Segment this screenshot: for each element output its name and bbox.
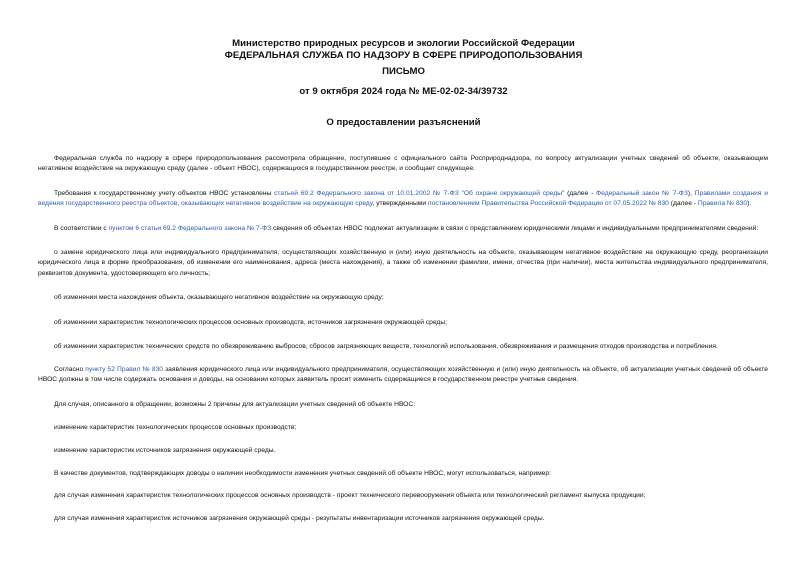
link-article-69-2[interactable]: статьей 69.2 Федерального закона от 10.01.2002 № 7-ФЗ "Об охране окружающей среды" (274, 189, 565, 197)
text: (далее - (668, 200, 698, 208)
text: ), (687, 189, 695, 197)
letter-header (0, 38, 807, 62)
text: Согласно (54, 365, 86, 373)
doc-subject: О предоставлении разъяснений (326, 117, 481, 128)
list-item-processes: об изменении характеристик технологических процессов основных производств, источников загрязнения окружающей среды; (54, 318, 447, 326)
list-item-technical-means: об изменении характеристик технических средств по обезвреживанию выбросов, сбросов загрязняющих веществ, технологий использования, обезвреживания и размещения отходов производства и потребления. (54, 343, 718, 351)
link-clause-6-article-69-2[interactable]: пунктом 6 статьи 69.2 Федерального закона № 7-ФЗ (108, 224, 272, 232)
text: В соответствии с (54, 224, 109, 232)
text: сведения об объектах НВОС подлежат актуализации в связи с представлением юридическими лицами и индивидуальными предпринимателями сведений: (271, 224, 759, 232)
ministry-name: Министерство природных ресурсов и экологии Российской Федерации (232, 38, 575, 49)
text: заявления юридического лица или индивидуального предпринимателя, осуществляющих хозяйственную и (или) иную деятельность на объекте, об актуализации учетных сведений об объекте НВОС должны в том числе содержать основания и доводы, на основании которых заявитель просит изменить содержащиеся в государственном реестре учетные сведения. (38, 365, 769, 384)
list-item-doc-processes: для случая изменения характеристик технологических процессов основных производств - проект технического перевооружения объекта или технологический регламент выпуска продукции; (54, 492, 646, 500)
list-item-doc-sources: для случая изменения характеристик источников загрязнения окружающей среды - результаты инвентаризации источников загрязнения окружающей среды. (54, 515, 545, 523)
text: Требования к государственному учету объектов НВОС установлены (54, 189, 275, 197)
list-item-location: об изменении места нахождения объекта, оказывающего негативное воздействие на окружающую среду; (54, 294, 384, 302)
doc-type: ПИСЬМО (382, 66, 425, 77)
link-registry-rules[interactable]: Правилами создания и ведения государственного реестра объектов, оказывающих негативное воздействие на окружающую среду (38, 189, 769, 208)
paragraph-requirements (38, 189, 768, 210)
link-federal-law-7fz[interactable]: Федеральный закон № 7-ФЗ (596, 189, 688, 197)
link-government-decree-830[interactable]: постановлением Правительства Российской Федерации от 07.05.2022 № 830 (428, 200, 669, 208)
letter-body (38, 154, 768, 537)
paragraph-intro: Федеральная служба по надзору в сфере природопользования рассмотрела обращение, поступившее с официального сайта Росприроднадзора, по вопросу актуализации учетных сведений об объекте, оказывающем негативное воздействие на окружающую среду (далее - объект НВОС), содержащихся в государственном реестре, и сообщает следующее. (38, 155, 768, 173)
paragraph-documents: В качестве документов, подтверждающих доводы о наличии необходимости изменения учетных сведений об объекте НВОС, могут использоваться, например: (54, 469, 551, 477)
list-item-reason-processes: изменение характеристик технологических процессов основных производств; (54, 423, 297, 431)
link-clause-52-rules-830[interactable]: пункту 52 Правил № 830 (85, 365, 164, 373)
text: ). (747, 200, 752, 208)
list-item-replacement: о замене юридического лица или индивидуального предпринимателя, осуществляющих хозяйственную и (или) иную деятельность на объекте, оказывающем негативное воздействие на окружающую среду, реорганизации юридического лица в форме преобразования, об изменении его наименования, адреса (места нахождения), а также об изменении фамилии, имени, отчества (при наличии), места жительства индивидуального предпринимателя, реквизитов документа, удостоверяющего его личность; (38, 249, 768, 277)
text: (далее - (564, 189, 597, 197)
paragraph-clause-52 (38, 365, 768, 386)
service-name: ФЕДЕРАЛЬНАЯ СЛУЖБА ПО НАДЗОРУ В СФЕРЕ ПРИРОДОПОЛЬЗОВАНИЯ (224, 50, 583, 61)
paragraph-actualization (38, 224, 768, 234)
doc-reference: от 9 октября 2024 года № МЕ-02-02-34/39732 (299, 86, 508, 97)
list-item-reason-sources: изменение характеристик источников загрязнения окружающей среды. (54, 446, 276, 454)
text: , утвержденными (372, 200, 429, 208)
paragraph-reasons: Для случая, описанного в обращении, возможны 2 причины для актуализации учетных сведений об объекте НВОС: (54, 400, 416, 408)
link-rules-830[interactable]: Правила № 830 (697, 200, 748, 208)
